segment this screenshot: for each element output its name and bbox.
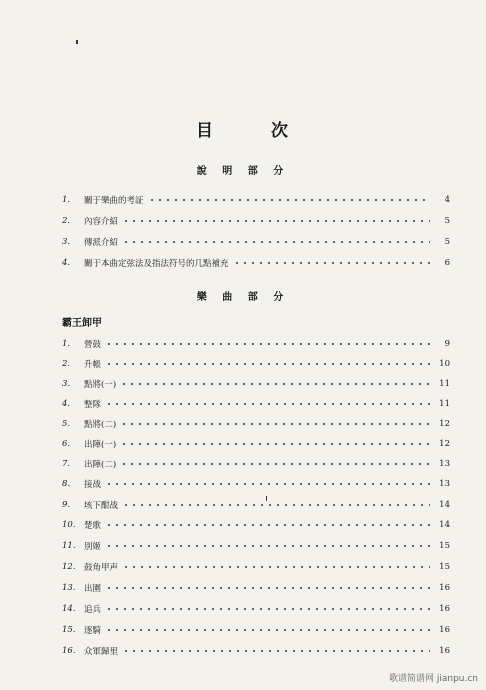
toc-number: 6.: [62, 439, 71, 449]
toc-number: 11.: [62, 541, 76, 551]
toc-page-number: 14: [439, 500, 450, 510]
toc-row[interactable]: [62, 498, 450, 512]
toc-row[interactable]: [62, 214, 450, 228]
toc-number: 1.: [62, 195, 71, 205]
toc-number: 15.: [62, 625, 76, 635]
toc-page-number: 9: [444, 339, 450, 349]
toc-number: 3.: [62, 379, 71, 389]
toc-page-number: 13: [439, 459, 450, 469]
title-char-2: 次: [271, 121, 290, 141]
toc-row[interactable]: [62, 417, 450, 431]
toc-number: 5.: [62, 419, 71, 429]
toc-page-number: 12: [439, 439, 450, 449]
toc-page-number: 16: [439, 583, 450, 593]
toc-entry-title: 追兵: [84, 605, 102, 615]
dot-leader: [122, 220, 430, 222]
toc-row[interactable]: [62, 193, 450, 207]
toc-page-number: 12: [439, 419, 450, 429]
toc-number: 4.: [62, 399, 71, 409]
toc-number: 2.: [62, 216, 71, 226]
dot-leader: [105, 363, 430, 365]
toc-entry-title: 楚歌: [84, 521, 102, 531]
section-heading-music: 樂 曲 部 分: [196, 292, 290, 303]
site-watermark: 歌谱简谱网 jianpu.cn: [388, 674, 478, 684]
toc-row[interactable]: [62, 477, 450, 491]
toc-page-number: 14: [439, 520, 450, 530]
toc-entry-title: 出陣(二): [84, 460, 117, 470]
toc-row[interactable]: [62, 377, 450, 391]
toc-row[interactable]: [62, 357, 450, 371]
toc-row[interactable]: [62, 518, 450, 532]
toc-row[interactable]: [62, 337, 450, 351]
dot-leader: [120, 443, 430, 445]
toc-entry-title: 傳派介紹: [84, 238, 119, 248]
toc-number: 1.: [62, 339, 71, 349]
toc-entry-title: 垓下酣战: [84, 501, 119, 511]
toc-page-number: 5: [444, 237, 450, 247]
toc-row[interactable]: [62, 235, 450, 249]
toc-page-number: 6: [444, 258, 450, 268]
section-heading-explanation: 說 明 部 分: [196, 166, 290, 177]
toc-row[interactable]: [62, 602, 450, 616]
toc-entry-title: 點將(二): [84, 420, 117, 430]
toc-page-number: 4: [444, 195, 450, 205]
dot-leader: [105, 343, 430, 345]
toc-entry-title: 逐騎: [84, 626, 102, 636]
toc-title: [0, 116, 486, 141]
toc-row[interactable]: [62, 256, 450, 270]
toc-entry-title: 別姬: [84, 542, 102, 552]
toc-entry-title: 出陣(一): [84, 440, 117, 450]
dot-leader: [122, 504, 430, 506]
dot-leader: [105, 483, 430, 485]
toc-page-number: 15: [439, 541, 450, 551]
dot-leader: [120, 423, 430, 425]
toc-page-number: 16: [439, 604, 450, 614]
toc-page-number: 16: [439, 625, 450, 635]
toc-number: 3.: [62, 237, 71, 247]
dot-leader: [122, 650, 430, 652]
dot-leader: [120, 383, 430, 385]
toc-number: 2.: [62, 359, 71, 369]
dot-leader: [120, 463, 430, 465]
toc-row[interactable]: [62, 539, 450, 553]
toc-entry-title: 出圍: [84, 584, 102, 594]
toc-page-number: 10: [439, 359, 450, 369]
dot-leader: [105, 524, 430, 526]
piece-title: 霸王卸甲: [62, 318, 102, 329]
toc-row[interactable]: [62, 581, 450, 595]
toc-page-number: 15: [439, 562, 450, 572]
toc-number: 8.: [62, 479, 71, 489]
dot-leader: [233, 262, 430, 264]
toc-row[interactable]: [62, 623, 450, 637]
toc-entry-title: 營鼓: [84, 340, 102, 350]
toc-number: 4.: [62, 258, 71, 268]
toc-number: 9.: [62, 500, 71, 510]
toc-entry-title: 關于樂曲的考証: [84, 196, 144, 206]
dot-leader: [105, 403, 430, 405]
toc-row[interactable]: [62, 560, 450, 574]
dot-leader: [105, 545, 430, 547]
toc-entry-title: 關于本曲定弦法及指法符号的几點補充: [84, 259, 229, 269]
toc-page-number: 11: [439, 399, 450, 409]
ink-speck: [76, 40, 78, 44]
toc-number: 16.: [62, 646, 76, 656]
dot-leader: [122, 241, 430, 243]
toc-row[interactable]: [62, 397, 450, 411]
toc-page-number: 11: [439, 379, 450, 389]
dot-leader: [105, 608, 430, 610]
dot-leader: [148, 199, 430, 201]
toc-page-number: 5: [444, 216, 450, 226]
toc-number: 12.: [62, 562, 76, 572]
dot-leader: [105, 587, 430, 589]
toc-number: 7.: [62, 459, 71, 469]
toc-number: 10.: [62, 520, 76, 530]
toc-page-number: 13: [439, 479, 450, 489]
toc-number: 13.: [62, 583, 76, 593]
toc-number: 14.: [62, 604, 76, 614]
toc-entry-title: 點將(一): [84, 380, 117, 390]
toc-entry-title: 众軍歸里: [84, 647, 119, 657]
toc-entry-title: 整隊: [84, 400, 102, 410]
toc-page-number: 16: [439, 646, 450, 656]
title-char-1: 目: [196, 121, 215, 141]
toc-entry-title: 接战: [84, 480, 102, 490]
dot-leader: [122, 566, 430, 568]
dot-leader: [105, 629, 430, 631]
toc-row[interactable]: [62, 457, 450, 471]
toc-row[interactable]: [62, 644, 450, 658]
toc-entry-title: 升帳: [84, 360, 102, 370]
toc-row[interactable]: [62, 437, 450, 451]
toc-entry-title: 內容介紹: [84, 217, 119, 227]
toc-entry-title: 鼓角甲声: [84, 563, 119, 573]
